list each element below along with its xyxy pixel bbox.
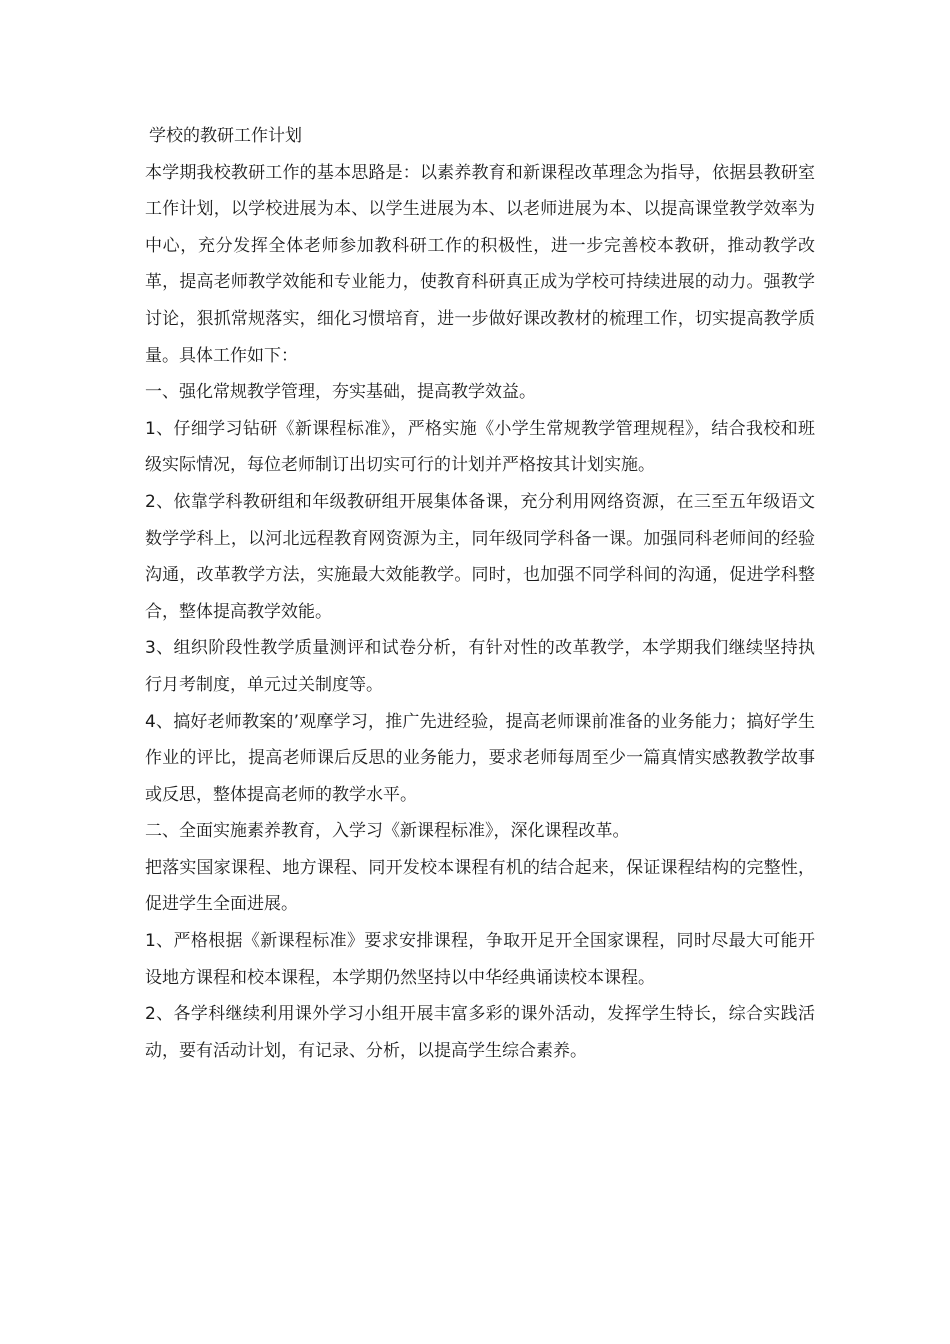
document-body [145,118,815,1069]
section-heading-2: 二、全面实施素养教育，入学习《新课程标准》，深化课程改革。 [145,821,630,842]
paragraph-item-1-1: 1、仔细学习钻研《新课程标准》，严格实施《小学生常规教学管理规程》，结合我校和班级实际情况，每位老师制订出切实可行的计划并严格按其计划实施。 [145,418,815,476]
paragraph-item-2-2: 2、各学科继续利用课外学习小组开展丰富多彩的课外活动，发挥学生特长，综合实践活动，要有活动计划，有记录、分析，以提高学生综合素养。 [145,1004,815,1061]
paragraph-intro: 本学期我校教研工作的基本思路是：以素养教育和新课程改革理念为指导，依据县教研室工作计划，以学校进展为本、以学生进展为本、以老师进展为本、以提高课堂教学效率为中心，充分发挥全体老师参加教科研工作的积极性，进一步完善校本教研，推动教学改革，提高老师教学效能和专业能力，使教育科研真正成为学校可持续进展的动力。强教学讨论，狠抓常规落实，细化习惯培育，进一步做好课改教材的梳理工作，切实提高教学质量。具体工作如下： [145,162,815,366]
document-title: 学校的教研工作计划 [149,126,302,146]
paragraph-item-1-2: 2、依靠学科教研组和年级教研组开展集体备课，充分利用网络资源，在三至五年级语文数学学科上，以河北远程教育网资源为主，同年级同学科备一课。加强同科老师间的经验沟通，改革教学方法，实施最大效能教学。同时，也加强不同学科间的沟通，促进学科整合，整体提高教学效能。 [145,491,815,622]
paragraph-item-1-4: 4、搞好老师教案的’观摩学习，推广先进经验，提高老师课前准备的业务能力；搞好学生作业的评比，提高老师课后反思的业务能力，要求老师每周至少一篇真情实感教教学故事或反思，整体提高老师的教学水平。 [145,711,815,805]
paragraph-section-2-intro: 把落实国家课程、地方课程、同开发校本课程有机的结合起来，保证课程结构的完整性，促进学生全面进展。 [145,857,815,915]
paragraph-item-2-1: 1、严格根据《新课程标准》要求安排课程，争取开足开全国家课程，同时尽最大可能开设地方课程和校本课程，本学期仍然坚持以中华经典诵读校本课程。 [145,931,815,988]
paragraph-item-1-3: 3、组织阶段性教学质量测评和试卷分析，有针对性的改革教学，本学期我们继续坚持执行月考制度，单元过关制度等。 [145,638,815,695]
section-heading-1: 一、强化常规教学管理，夯实基础，提高教学效益。 [145,382,536,403]
